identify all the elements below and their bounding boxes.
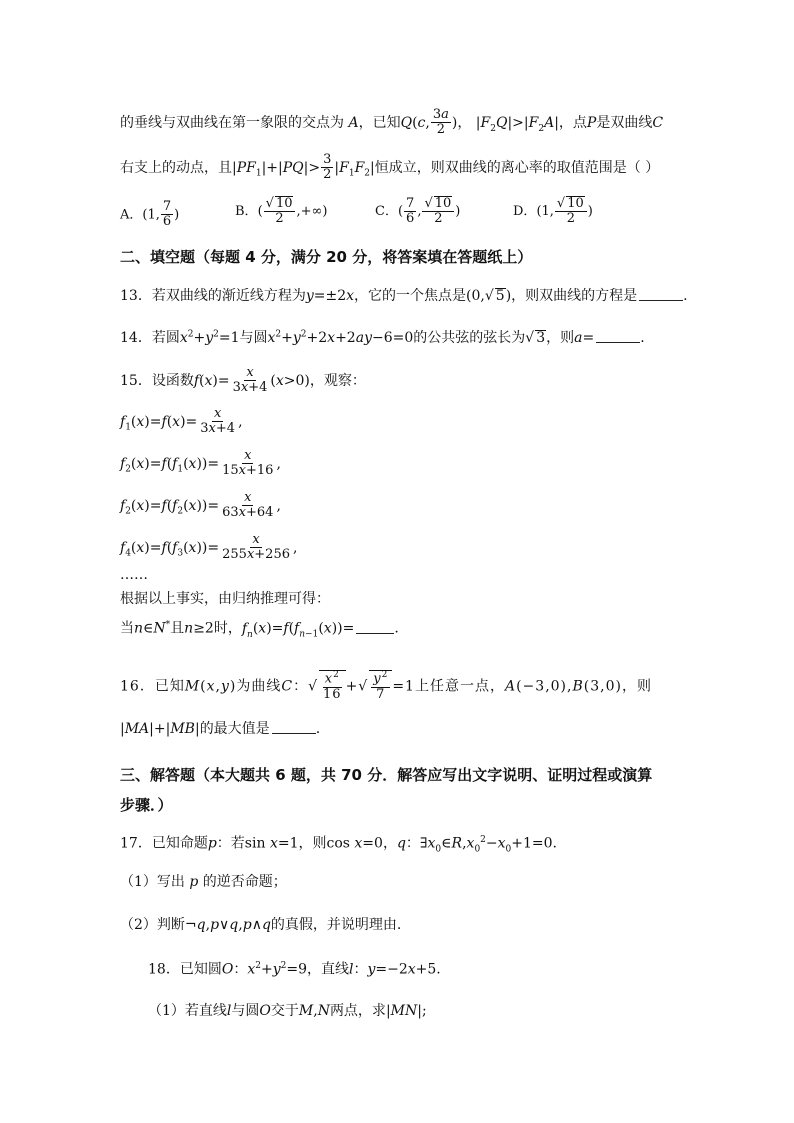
- option-d: D．(1, $\frac{√ 10}{2}$ ): [513, 196, 593, 227]
- q15-answer: 当n∈N*且n≥2时，$f_n(x)=f(f_{n-1}(x))=$ .: [120, 620, 399, 640]
- q16-line1: 16．已知M(x,y)为曲线C：√ $\frac{x^2}{16}$ +√ $\frac{y^2}{7}$ =1上任意一点，A(−3,0),B(3,0)，则: [120, 670, 652, 702]
- q17-sub2: （2）判断¬q,p∨q,p∧q的真假，并说明理由.: [120, 917, 402, 933]
- option-b: B．( $\frac{√ 10}{2}$ ,+∞): [235, 196, 328, 227]
- q14: 14．若圆$x^2+y^2=1$与圆$x^2+y^2+2x+2ay-6=0$的公共弦的弦长为√ 3，则a= .: [120, 329, 645, 346]
- q12-line1: 的垂线与双曲线在第一象限的交点为 A，已知Q(c, $\frac{3a}{2}$ )， $|F_2Q|>|F_2A|$，点P是双曲线C: [120, 107, 664, 138]
- option-c: C．( $\frac{7}{6}$ , $\frac{√ 10}{2}$ ): [375, 195, 461, 227]
- text: 恒成立，则双曲线的离心率的取值范围是（ ）: [374, 159, 660, 176]
- math-abs: $|F_2Q|>|F_2A|$: [475, 114, 559, 134]
- q15-f1: $f_1(x)=f(x)=$ $\frac{x}{3x+4}$ ,: [120, 406, 243, 437]
- q17-sub1: （1）写出 p 的逆否命题；: [120, 874, 287, 890]
- q18-sub1: （1）若直线l与圆O交于M,N两点，求|MN|;: [148, 1003, 427, 1019]
- q16-line2: |MA|+|MB|的最大值是 .: [120, 721, 321, 737]
- fraction: $\frac{3a}{2}$: [432, 107, 449, 138]
- text: 右支上的动点，且: [120, 159, 232, 176]
- answer-blank[interactable]: [356, 633, 394, 634]
- q15-intro: 15．设函数f(x)= $\frac{x}{3x+4}$ (x>0)，观察：: [120, 365, 366, 396]
- math-Q: Q: [400, 114, 413, 131]
- q12-line2: 右支上的动点，且$|PF_1|+|PQ|>$ $\frac{3}{2}$ $|F_1F_2|$恒成立，则双曲线的离心率的取值范围是（ ）: [120, 152, 660, 183]
- text: ，点: [558, 114, 587, 131]
- text: ，已知: [358, 114, 401, 131]
- section-heading-answers-cont: 步骤．）: [120, 796, 173, 814]
- section-heading-answers: 三、解答题（本大题共 6 题，共 70 分．解答应写出文字说明、证明过程或演算: [120, 766, 653, 784]
- answer-blank[interactable]: [272, 733, 316, 734]
- option-a: A．(1, $\frac{7}{6}$ ): [120, 199, 180, 230]
- fraction: $\frac{3}{2}$: [323, 152, 332, 183]
- answer-blank[interactable]: [596, 342, 640, 343]
- section-heading-fill-in: 二、填空题（每题 4 分，满分 20 分，将答案填在答题纸上）: [120, 248, 533, 266]
- text: 的垂线与双曲线在第一象限的交点为: [120, 114, 344, 131]
- text: ，: [457, 114, 472, 131]
- math-A: A: [348, 114, 359, 131]
- q15-infer: 根据以上事实，由归纳推理可得：: [120, 591, 330, 607]
- q13: 13．若双曲线的渐近线方程为y=±2x，它的一个焦点是(0,√ 5)，则双曲线的方程是 .: [120, 288, 688, 304]
- q15-dots: ……: [120, 567, 148, 583]
- q15-f4: $f_4(x)=f(f_3(x))=$ $\frac{x}{255x+256}$ ,: [120, 532, 298, 563]
- q17: 17．已知命题p：若sin x=1，则cos x=0，q：$\exists x_0\in R,x_0^2-x_0+1=0$.: [120, 835, 558, 855]
- q18: 18．已知圆O：$x^2+y^2=9$，直线l：y=−2x+5.: [148, 961, 441, 978]
- answer-blank[interactable]: [639, 300, 683, 301]
- q15-f3: $f_2(x)=f(f_2(x))=$ $\frac{x}{63x+64}$ ,: [120, 490, 281, 521]
- text: 是双曲线: [596, 114, 653, 131]
- q15-f2: $f_2(x)=f(f_1(x))=$ $\frac{x}{15x+16}$ ,: [120, 448, 281, 479]
